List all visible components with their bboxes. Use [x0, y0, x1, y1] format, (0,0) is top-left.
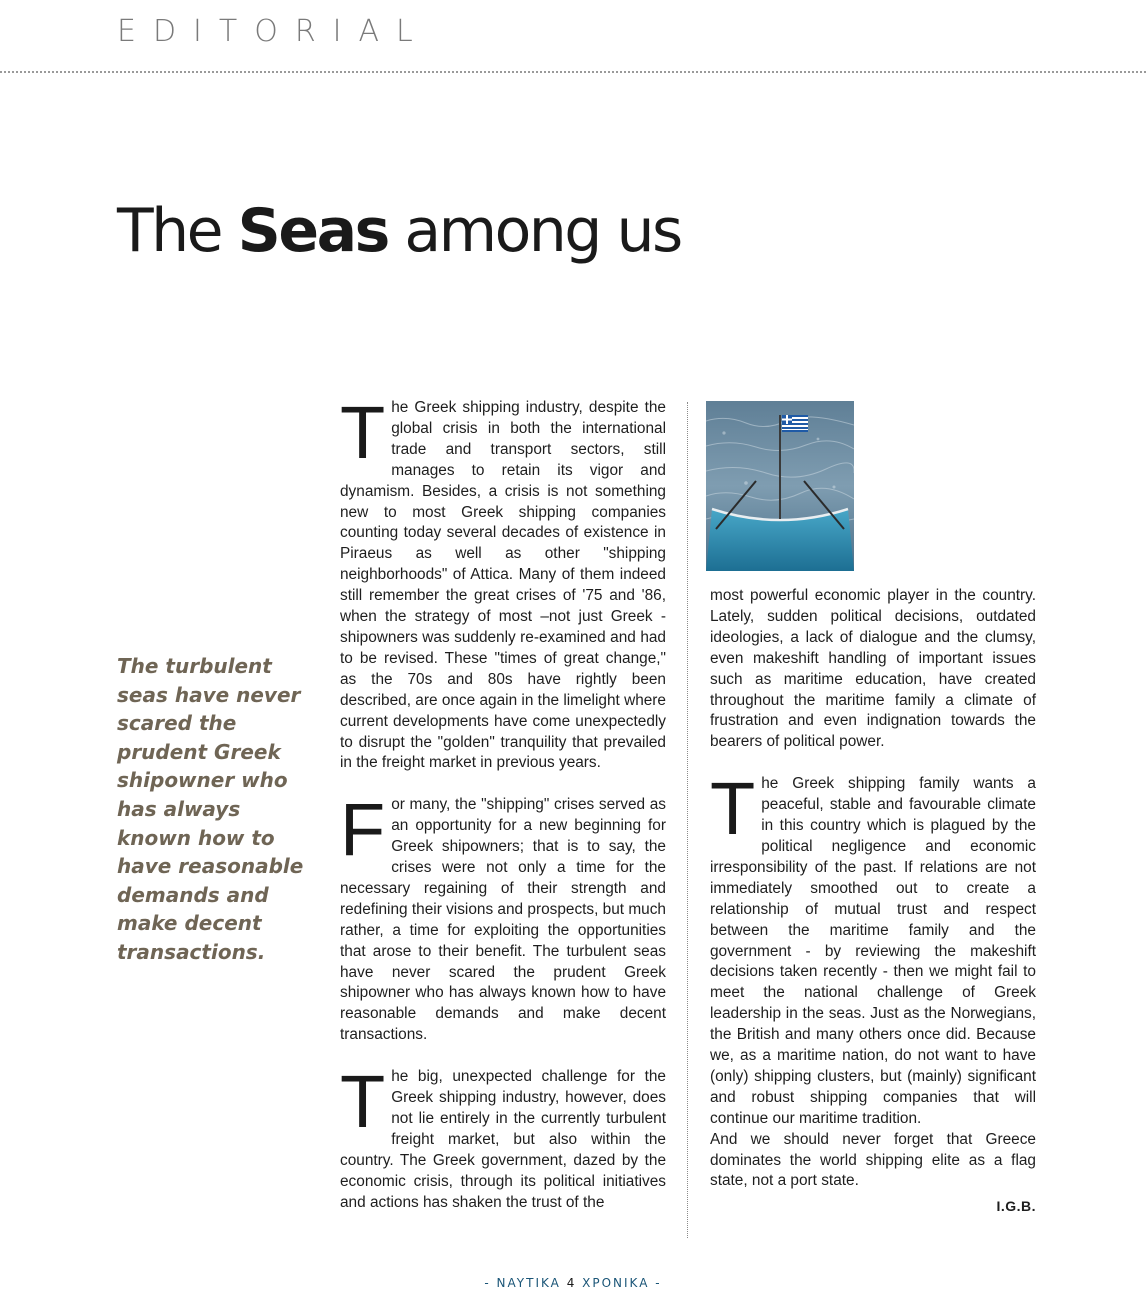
paragraph-text: he Greek shipping family wants a peaceful, stable and favourable climate in this country which is plagued by the political negligence and economic irresponsibility of the past. If relations are not immediately smoothed out to create a relationship of mutual trust and respect between the maritime family and the government - by reviewing the makeshift decisions taken recently - then we might fail to meet the national challenge of Greek leadership in the seas. Just as the Norwegians, the British and many others once did. Because we, as a maritime nation, do not want to have (only) shipping clusters, but (mainly) significant and robust shipping companies that will continue our maritime tradition. — [710, 775, 1036, 1127]
page-title — [117, 196, 681, 266]
paragraph-text: or many, the "shipping" crises served as an opportunity for a new beginning for Greek shipowners; that is to say, the crises were not only a time for the necessary regaining of their strength and redefining their visions and prospects, but much rather, a time for exploiting the opportunities that arose to their benefit. The turbulent seas have never scared the prudent Greek shipowner who has always known how to have reasonable demands and make decent transactions. — [340, 796, 666, 1044]
right-text-block — [710, 586, 1036, 1217]
title-post: among us — [387, 196, 681, 266]
footer-left: - NAYTIKA — [484, 1276, 567, 1290]
drop-cap: T — [340, 391, 386, 474]
article-paragraph — [710, 767, 1036, 1129]
article-paragraph: most powerful economic player in the country. Lately, sudden political decisions, outdated ideologies, a lack of dialogue and the clumsy, even makeshift handling of important issues such as maritime education, have created throughout the maritime family a climate of frustration and even indignation towards the bearers of political power. — [710, 587, 1036, 751]
article-paragraph: And we should never forget that Greece dominates the world shipping elite as a flag state, not a port state. — [710, 1130, 1036, 1190]
title-pre: The — [117, 196, 238, 266]
drop-cap: F — [340, 788, 386, 872]
article-paragraph — [340, 391, 666, 774]
column-divider — [687, 402, 688, 1238]
paragraph-text: he big, unexpected challenge for the Greek shipping industry, however, does not lie entirely in the currently turbulent freight market, but also within the country. The Greek government, dazed by the economic crisis, through its political initiatives and actions has shaken the trust of the — [340, 1068, 666, 1211]
drop-cap: T — [340, 1060, 386, 1144]
title-bold: Seas — [237, 196, 388, 266]
article-paragraph — [340, 788, 666, 1046]
ship-bow-photo — [706, 401, 854, 571]
footer-right: XPONIKA - — [576, 1276, 662, 1290]
author-signature: I.G.B. — [996, 1198, 1036, 1215]
drop-cap: T — [710, 767, 756, 851]
page-footer — [0, 1276, 1146, 1290]
article-paragraph — [340, 1060, 666, 1213]
ship-bow-illustration — [706, 401, 854, 571]
section-label: EDITORIAL — [117, 14, 430, 49]
pull-quote: The turbulent seas have never scared the prudent Greek shipowner who has always known how to have reasonable demands and make decent transactions. — [117, 654, 304, 964]
left-column — [340, 391, 666, 1214]
paragraph-text: he Greek shipping industry, despite the global crisis in both the international trade and transport sectors, still manages to retain its vigor and dynamism. Besides, a crisis is not something new to most Greek shipping companies counting today several decades of existence in Piraeus as well as other "shipping neighborhoods" of Attica. Many of them indeed still remember the great crises of '75 and '86, when the strategy of most –not just Greek - shipowners was suddenly re-examined and had to be revised. These "times of great change," as the 70s and 80s have rightly been described, are once again in the limelight where current developments have come unexpectedly to disrupt the "golden" tranquility that prevailed in the freight market in previous years. — [340, 399, 666, 772]
top-divider — [0, 71, 1146, 73]
page-number: 4 — [566, 1276, 577, 1290]
